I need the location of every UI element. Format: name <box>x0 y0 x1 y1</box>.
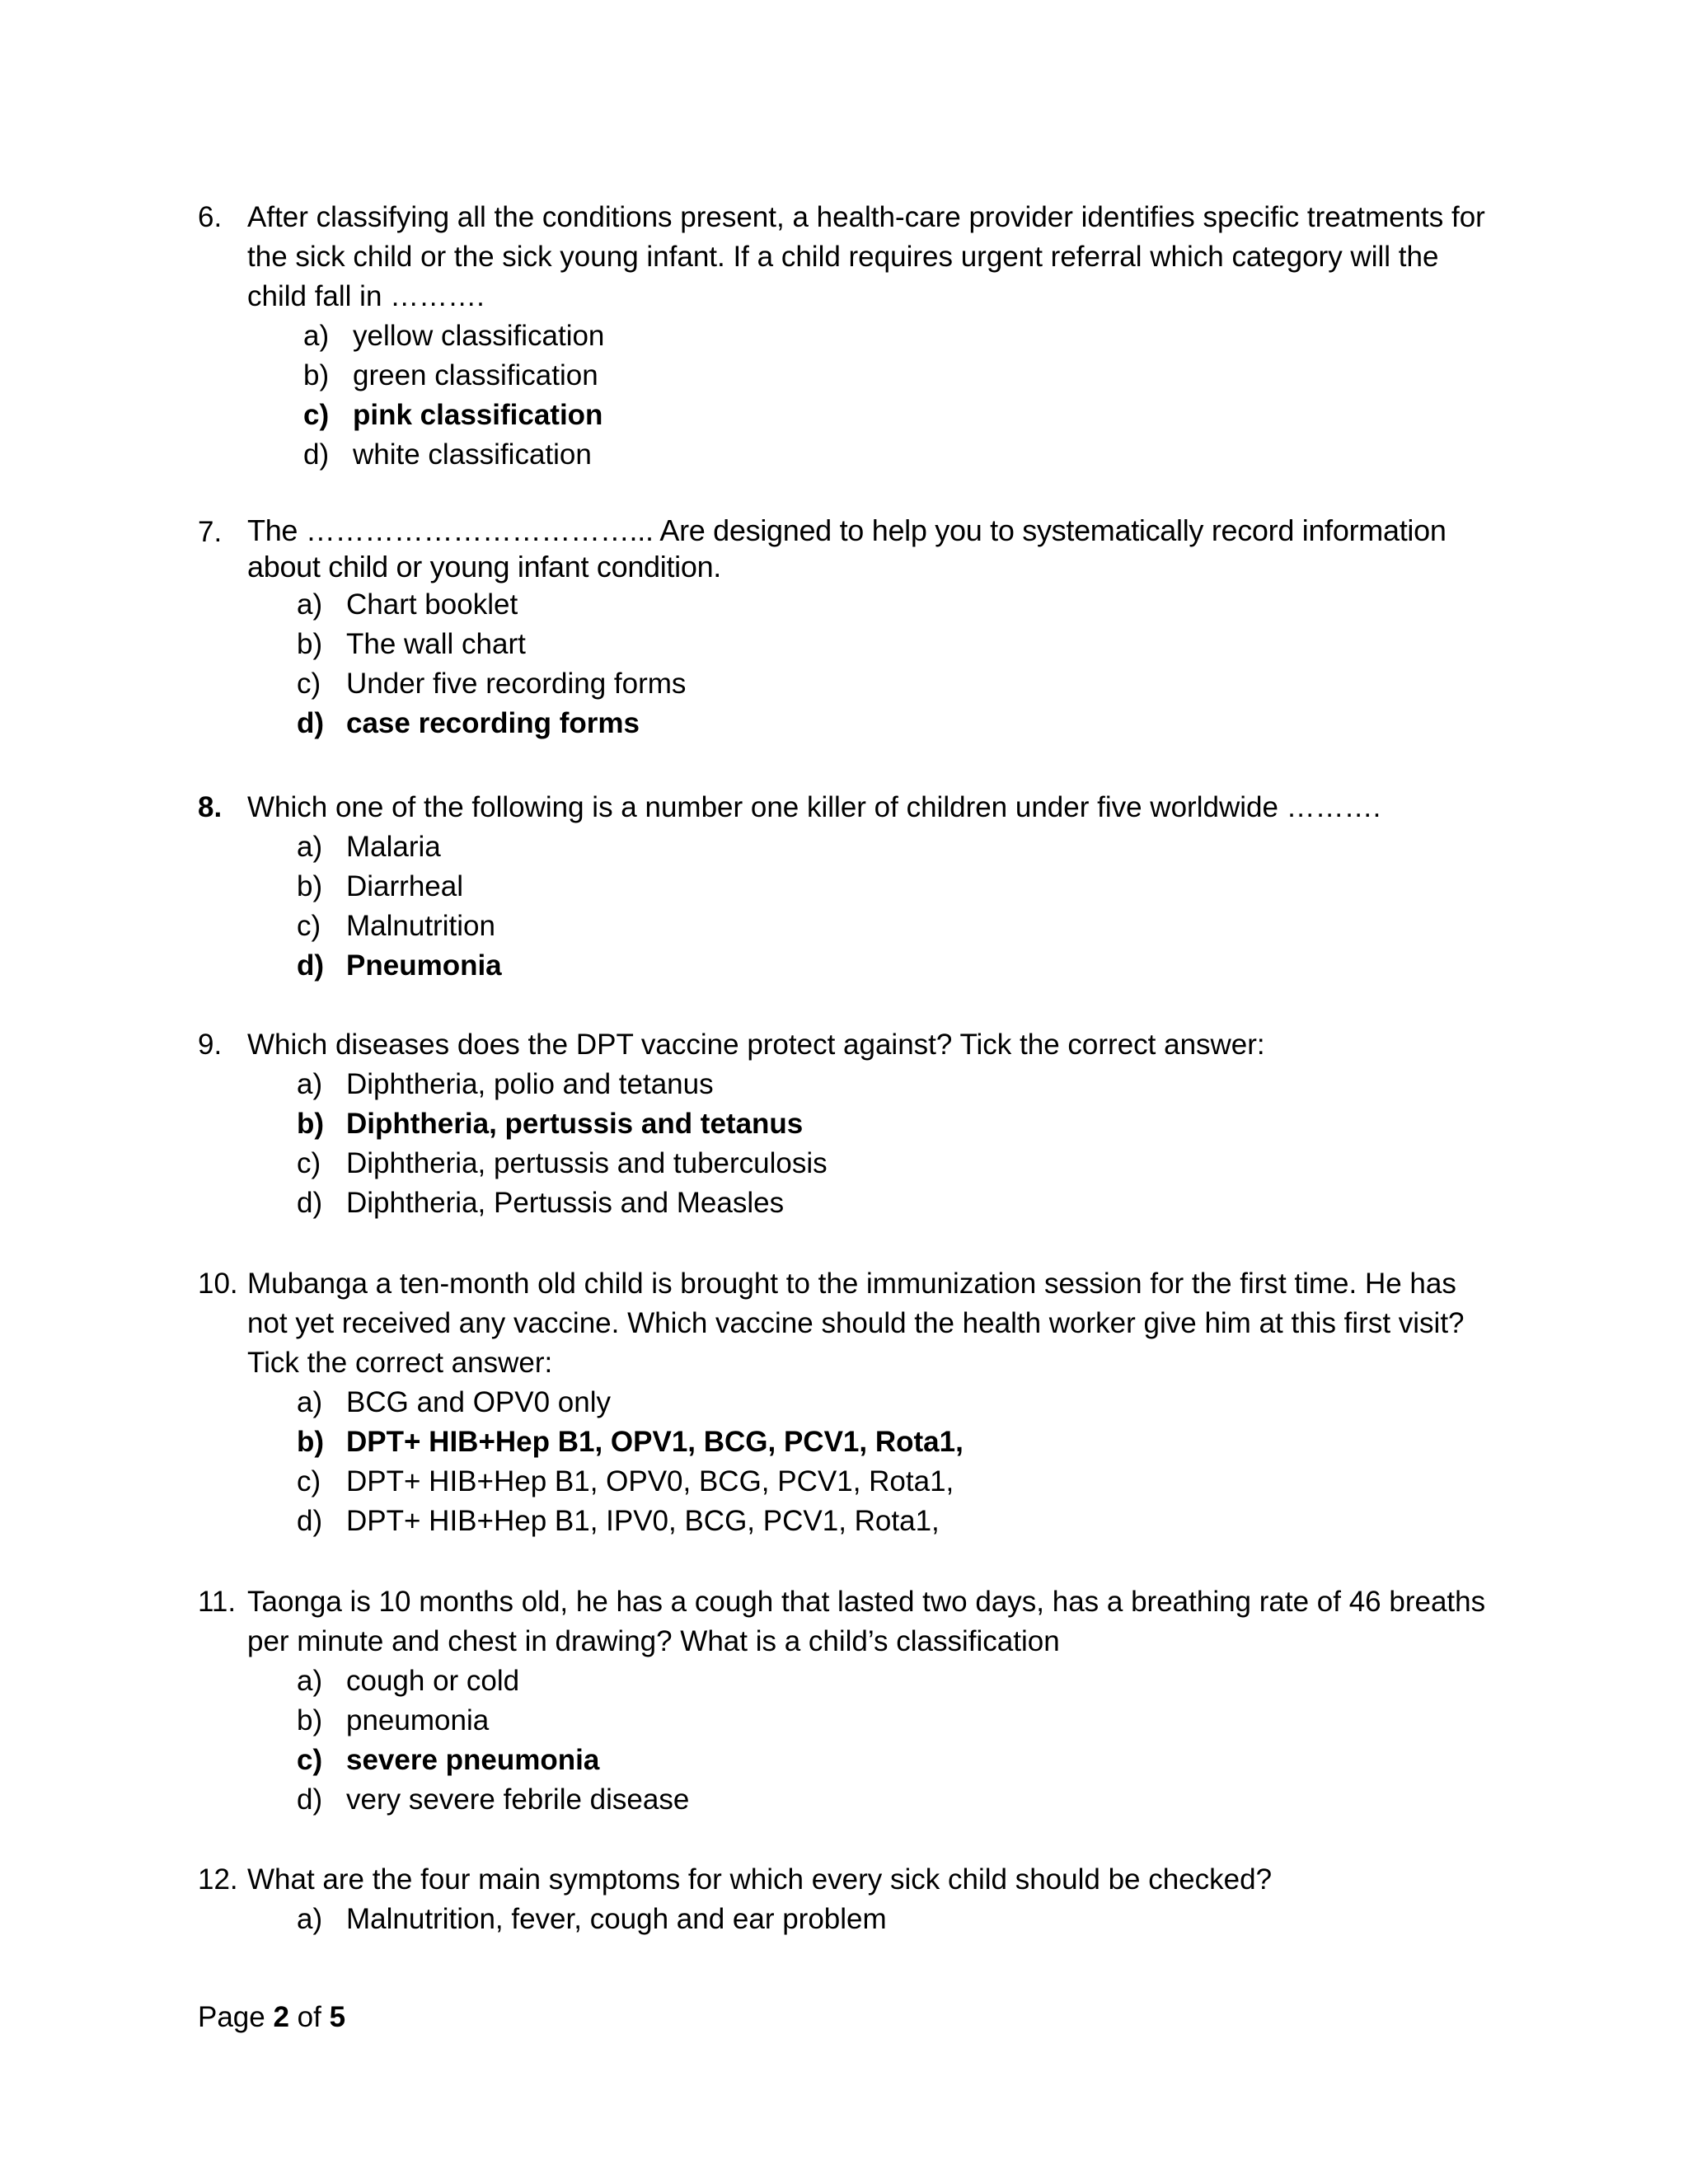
question-number: 12. <box>198 1863 238 1896</box>
option-c <box>297 1144 1500 1183</box>
question-number: 10. <box>198 1268 238 1300</box>
option-d <box>303 435 1500 475</box>
question-text: Mubanga a ten-month old child is brought to the immunization session for the first time. He has not yet received any vaccine. Which vaccine should the health worker give him at this first visit? Tick the correct answer: <box>247 1268 1465 1379</box>
option-letter: a) <box>297 1665 323 1697</box>
option-letter: b) <box>303 359 330 391</box>
option-text: Under five recording forms <box>346 668 687 700</box>
option-letter: c) <box>297 1744 323 1776</box>
option-letter: a) <box>297 1386 323 1418</box>
option-letter: c) <box>297 668 321 700</box>
option-text: Malaria <box>346 831 441 863</box>
option-c <box>297 907 1500 946</box>
option-d <box>297 1780 1500 1820</box>
option-text: cough or cold <box>346 1665 520 1697</box>
option-text: severe pneumonia <box>346 1744 600 1776</box>
option-letter: d) <box>297 1505 323 1537</box>
question-12 <box>198 1860 1500 1939</box>
option-list <box>303 316 1500 475</box>
question-8 <box>198 788 1500 986</box>
option-c-correct <box>297 1741 1500 1780</box>
option-c <box>297 664 1500 704</box>
question-text: The ……………………………... Are designed to help you to systematically record information about child or young infant condition. <box>247 513 1447 583</box>
option-b <box>303 356 1500 396</box>
question-text: Which diseases does the DPT vaccine protect against? Tick the correct answer: <box>247 1029 1265 1061</box>
option-text: yellow classification <box>353 320 605 352</box>
option-list <box>297 585 1500 743</box>
option-letter: a) <box>297 588 323 621</box>
option-text: white classification <box>353 438 592 471</box>
option-text: Diphtheria, pertussis and tetanus <box>346 1108 804 1140</box>
option-text: DPT+ HIB+Hep B1, OPV0, BCG, PCV1, Rota1, <box>346 1465 954 1497</box>
option-text: Diphtheria, polio and tetanus <box>346 1068 714 1100</box>
question-text: Taonga is 10 months old, he has a cough that lasted two days, has a breathing rate of 46 breaths per minute and chest in drawing? What is a child’s classification <box>247 1586 1486 1657</box>
option-b-correct <box>297 1422 1500 1462</box>
option-text: DPT+ HIB+Hep B1, IPV0, BCG, PCV1, Rota1, <box>346 1505 940 1537</box>
option-c-correct <box>303 396 1500 435</box>
question-number: 6. <box>198 201 223 233</box>
option-text: very severe febrile disease <box>346 1783 690 1816</box>
footer-current-page: 2 <box>273 2001 289 2033</box>
option-text: DPT+ HIB+Hep B1, OPV1, BCG, PCV1, Rota1, <box>346 1426 964 1458</box>
page-footer <box>198 1998 345 2037</box>
option-letter: d) <box>297 949 325 982</box>
option-text: BCG and OPV0 only <box>346 1386 611 1418</box>
option-b-correct <box>297 1104 1500 1144</box>
option-b <box>297 1701 1500 1741</box>
option-d-correct <box>297 946 1500 986</box>
option-letter: a) <box>297 1068 323 1100</box>
option-list <box>297 1383 1500 1541</box>
question-number: 8. <box>198 791 223 823</box>
question-text: What are the four main symptoms for which every sick child should be checked? <box>247 1863 1273 1896</box>
question-7 <box>198 513 1500 743</box>
option-text: Pneumonia <box>346 949 502 982</box>
option-a <box>297 585 1500 625</box>
option-letter: c) <box>297 1465 321 1497</box>
option-text: case recording forms <box>346 707 640 739</box>
option-text: Diphtheria, Pertussis and Measles <box>346 1187 785 1219</box>
option-list <box>297 1065 1500 1223</box>
option-text: pneumonia <box>346 1704 490 1736</box>
option-b <box>297 867 1500 907</box>
option-letter: b) <box>297 870 323 902</box>
option-b <box>297 625 1500 664</box>
option-c <box>297 1462 1500 1502</box>
question-11 <box>198 1582 1500 1820</box>
option-a <box>303 316 1500 356</box>
option-letter: a) <box>303 320 330 352</box>
option-text: Malnutrition, fever, cough and ear problem <box>346 1903 887 1935</box>
option-letter: c) <box>297 1147 321 1179</box>
question-6 <box>198 198 1500 475</box>
question-9 <box>198 1025 1500 1223</box>
option-text: Diarrheal <box>346 870 463 902</box>
question-text: After classifying all the conditions present, a health-care provider identifies specific treatments for the sick child or the sick young infant. If a child requires urgent referral which category will the child fall in ………. <box>247 201 1485 312</box>
option-a <box>297 1900 1500 1939</box>
option-list <box>297 827 1500 986</box>
option-d <box>297 1502 1500 1541</box>
option-text: pink classification <box>353 399 603 431</box>
option-a <box>297 827 1500 867</box>
option-d <box>297 1183 1500 1223</box>
option-text: The wall chart <box>346 628 526 660</box>
question-10 <box>198 1264 1500 1541</box>
footer-total-pages: 5 <box>329 2001 346 2033</box>
option-text: Chart booklet <box>346 588 518 621</box>
option-text: Malnutrition <box>346 910 495 942</box>
option-letter: d) <box>303 438 330 471</box>
footer-prefix: Page <box>198 2001 274 2033</box>
question-number: 9. <box>198 1029 223 1061</box>
option-letter: d) <box>297 1783 323 1816</box>
option-letter: b) <box>297 1704 323 1736</box>
footer-middle: of <box>288 2001 330 2033</box>
option-a <box>297 1383 1500 1422</box>
option-text: green classification <box>353 359 598 391</box>
option-d-correct <box>297 704 1500 743</box>
option-letter: d) <box>297 707 325 739</box>
option-letter: d) <box>297 1187 323 1219</box>
option-letter: a) <box>297 1903 323 1935</box>
option-letter: b) <box>297 628 323 660</box>
option-letter: a) <box>297 831 323 863</box>
question-number: 7. <box>198 516 223 548</box>
question-number: 11. <box>198 1586 237 1618</box>
option-text: Diphtheria, pertussis and tuberculosis <box>346 1147 828 1179</box>
option-a <box>297 1661 1500 1701</box>
option-letter: b) <box>297 1426 325 1458</box>
option-letter: c) <box>297 910 321 942</box>
option-letter: c) <box>303 399 330 431</box>
question-text: Which one of the following is a number one killer of children under five worldwide ………. <box>247 791 1381 823</box>
option-list <box>297 1661 1500 1820</box>
option-a <box>297 1065 1500 1104</box>
option-list <box>297 1900 1500 1939</box>
option-letter: b) <box>297 1108 325 1140</box>
